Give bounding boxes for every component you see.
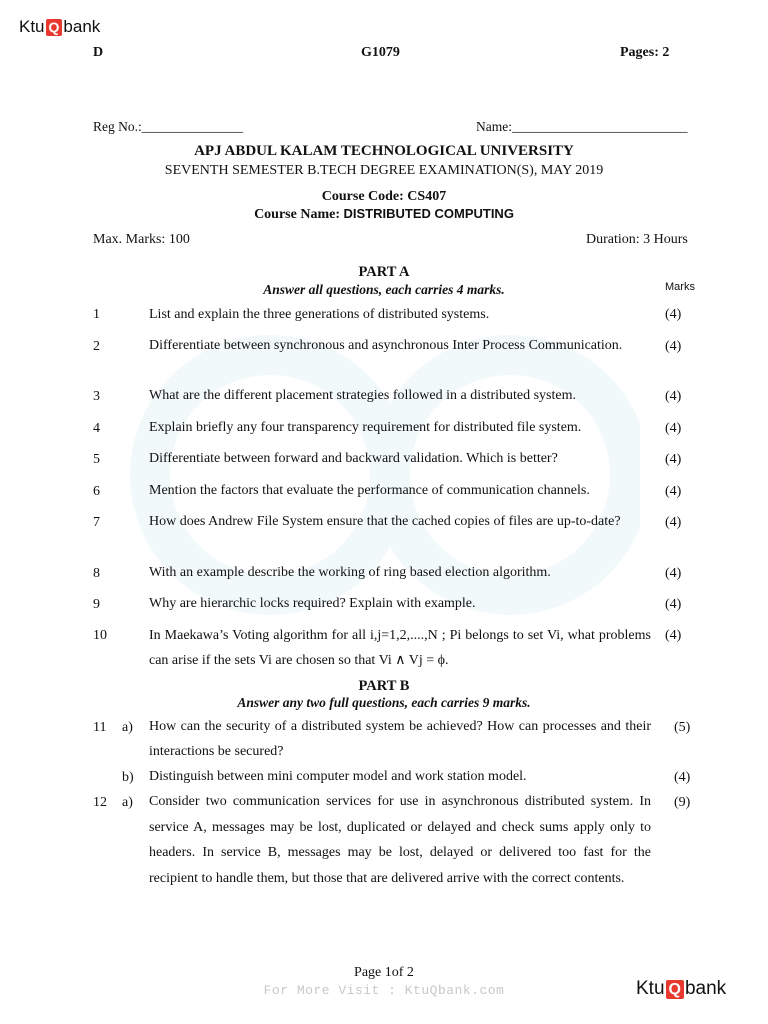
question-marks: (4) bbox=[665, 484, 682, 499]
question-marks: (4) bbox=[665, 515, 682, 530]
question-number: 3 bbox=[93, 389, 100, 404]
sub-question-label: a) bbox=[122, 720, 133, 735]
question-marks: (4) bbox=[665, 307, 682, 322]
part-a-instruction: Answer all questions, each carries 4 marks. bbox=[263, 282, 505, 297]
question-number: 6 bbox=[93, 484, 100, 499]
course-name: DISTRIBUTED COMPUTING bbox=[343, 206, 514, 221]
question-text: Explain briefly any four transparency requirement for distributed file system. bbox=[149, 420, 582, 435]
logo-text-pre: Ktu bbox=[636, 978, 665, 999]
max-marks: Max. Marks: 100 bbox=[93, 232, 190, 247]
duration: Duration: 3 Hours bbox=[586, 232, 688, 247]
logo-text-post: bank bbox=[684, 978, 727, 999]
question-number: 4 bbox=[93, 421, 100, 436]
pages-count: Pages: 2 bbox=[620, 45, 670, 60]
question-number: 2 bbox=[93, 339, 100, 354]
question-text: Distinguish between mini computer model and work station model. bbox=[149, 769, 527, 784]
question-number: 12 bbox=[93, 795, 107, 810]
page-number: Page 1of 2 bbox=[354, 965, 414, 980]
part-b-instruction: Answer any two full questions, each carries 9 marks. bbox=[237, 695, 531, 710]
question-number: 11 bbox=[93, 720, 107, 735]
question-text: With an example describe the working of ring based election algorithm. bbox=[149, 565, 551, 580]
question-text: List and explain the three generations of distributed systems. bbox=[149, 307, 490, 322]
question-marks: (5) bbox=[674, 720, 691, 735]
question-text: How can the security of a distributed system be achieved? How can processes and their interactions be secured? bbox=[149, 719, 651, 759]
logo-text-pre: Ktu bbox=[19, 17, 45, 36]
exam-title: SEVENTH SEMESTER B.TECH DEGREE EXAMINATION(S), MAY 2019 bbox=[164, 163, 604, 178]
course-name-label: Course Name: bbox=[254, 207, 340, 222]
question-text: In Maekawa’s Voting algorithm for all i,j=1,2,....,N ; Pi belongs to set Vi, what problems can arise if the sets Vi are chosen so that Vi ∧ Vj = ϕ. bbox=[149, 628, 651, 668]
part-b-title: PART B bbox=[358, 678, 410, 694]
name-field: Name:__________________________ bbox=[476, 119, 688, 134]
question-marks: (4) bbox=[674, 770, 691, 785]
course-code: Course Code: CS407 bbox=[321, 189, 447, 204]
logo-text-post: bank bbox=[63, 17, 101, 36]
part-a-title: PART A bbox=[358, 264, 410, 280]
question-marks: (4) bbox=[665, 452, 682, 467]
question-number: 5 bbox=[93, 452, 100, 467]
ktuqbank-logo-top bbox=[19, 17, 100, 37]
marks-column-header: Marks bbox=[665, 281, 695, 293]
question-marks: (4) bbox=[665, 389, 682, 404]
question-number: 1 bbox=[93, 307, 100, 322]
question-marks: (4) bbox=[665, 339, 682, 354]
question-text: Differentiate between forward and backward validation. Which is better? bbox=[149, 451, 558, 466]
question-text: Consider two communication services for use in asynchronous distributed system. In service A, messages may be lost, duplicated or delayed and check sums apply only to headers. In service B, messages may be lost, delayed or delivered too fast for the recipient to handle them, but those that are delivered arrive with the correct contents. bbox=[149, 794, 651, 886]
question-marks: (4) bbox=[665, 566, 682, 581]
question-number: 8 bbox=[93, 566, 100, 581]
question-text: How does Andrew File System ensure that the cached copies of files are up-to-date? bbox=[149, 514, 621, 529]
logo-q-icon: Q bbox=[46, 19, 63, 36]
ktuqbank-logo-bottom bbox=[636, 978, 726, 1000]
logo-q-icon: Q bbox=[666, 980, 684, 999]
question-text: What are the different placement strategies followed in a distributed system. bbox=[149, 388, 576, 403]
question-number: 9 bbox=[93, 597, 100, 612]
question-number: 10 bbox=[93, 628, 107, 643]
reg-no-field: Reg No.:_______________ bbox=[93, 119, 243, 134]
paper-series: D bbox=[93, 45, 104, 60]
question-marks: (4) bbox=[665, 421, 682, 436]
paper-code: G1079 bbox=[361, 45, 400, 60]
question-marks: (4) bbox=[665, 597, 682, 612]
question-text: Differentiate between synchronous and asynchronous Inter Process Communication. bbox=[149, 338, 623, 353]
footer-visit-link[interactable]: For More Visit : KtuQbank.com bbox=[263, 983, 505, 998]
university-title: APJ ABDUL KALAM TECHNOLOGICAL UNIVERSITY bbox=[194, 143, 574, 159]
question-marks: (9) bbox=[674, 795, 691, 810]
question-text: Why are hierarchic locks required? Explain with example. bbox=[149, 596, 476, 611]
course-name-line bbox=[0, 206, 768, 223]
question-number: 7 bbox=[93, 515, 100, 530]
question-marks: (4) bbox=[665, 628, 682, 643]
sub-question-label: b) bbox=[122, 770, 134, 785]
question-text: Mention the factors that evaluate the performance of communication channels. bbox=[149, 483, 590, 498]
sub-question-label: a) bbox=[122, 795, 133, 810]
